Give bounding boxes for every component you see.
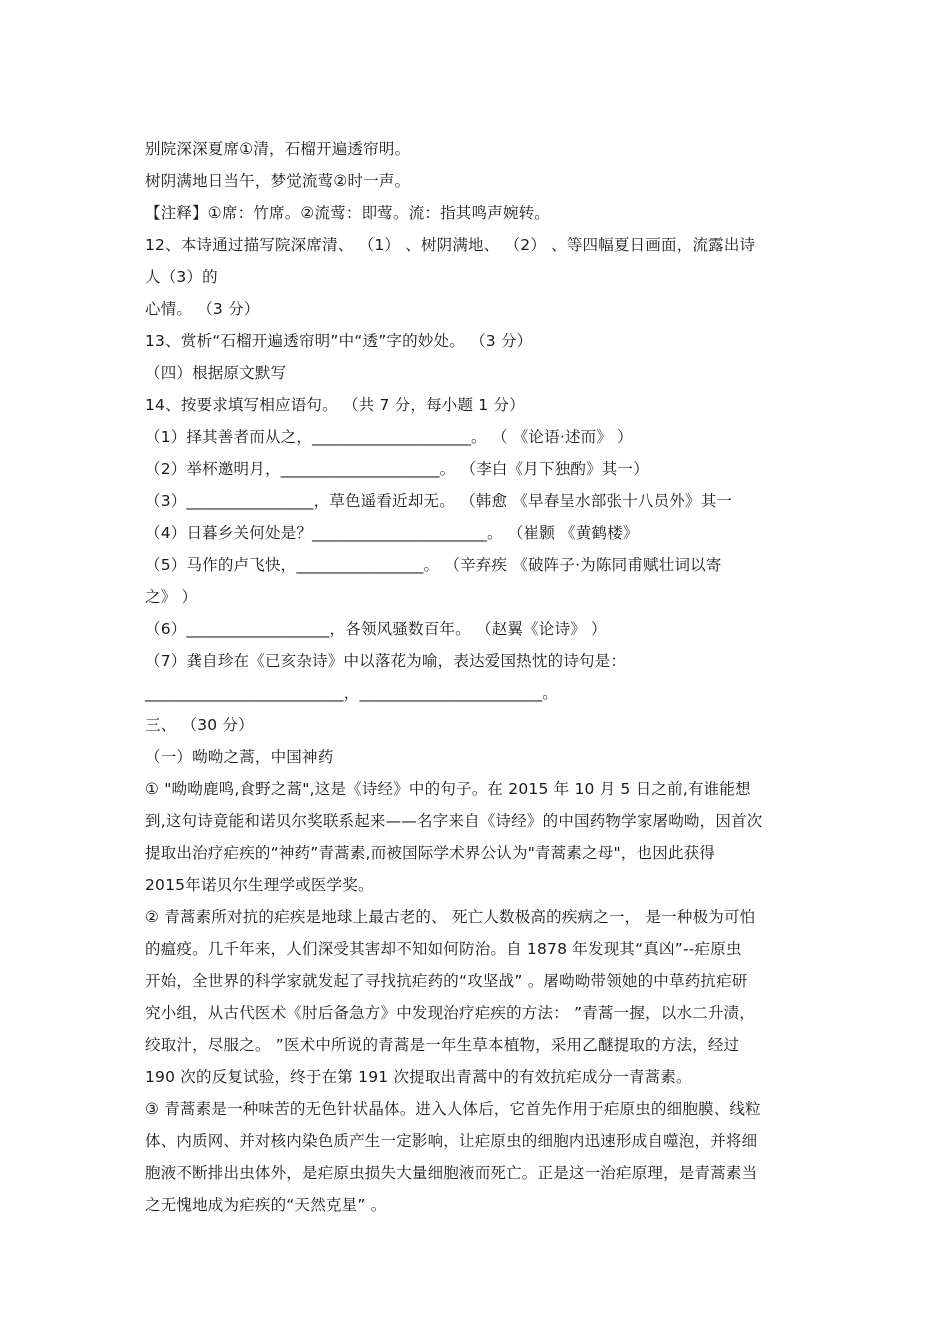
paragraph-3-line: 体、内质网、并对核内染色质产生一定影响，让疟原虫的细胞内迅速形成自噬泡，并将细 xyxy=(145,1132,758,1150)
part-3-subtitle: （一）呦呦之蒿，中国神药 xyxy=(145,748,334,766)
poem-line-2: 树阴满地日当午，梦觉流莺②时一声。 xyxy=(145,172,411,190)
question-12-line-3: 心情。 （3 分） xyxy=(145,300,260,318)
question-14-item: （6）__________________，各领风骚数百年。 （赵翼《论诗》 ） xyxy=(145,620,607,638)
paragraph-2-line: 的瘟疫。几千年来，人们深受其害却不知如何防治。自 1878 年发现其“真凶”--疟原虫 xyxy=(145,940,742,958)
paragraph-2-line: 190 次的反复试验，终于在第 191 次提取出青蒿中的有效抗疟成分一青蒿素。 xyxy=(145,1068,692,1086)
paragraph-2-line: 开始，全世界的科学家就发起了寻找抗疟药的“攻坚战” 。屠呦呦带领她的中草药抗疟研 xyxy=(145,972,748,990)
paragraph-1-line: 2015年诺贝尔生理学或医学奖。 xyxy=(145,876,374,894)
paragraph-2-line: 绞取汁，尽服之。 ”医术中所说的青蒿是一年生草本植物，采用乙醚提取的方法，经过 xyxy=(145,1036,740,1054)
paragraph-1-line: 提取出治疗疟疾的“神药”青蒿素,而被国际学术界公认为"青蒿素之母"，也因此获得 xyxy=(145,844,716,862)
question-14-item: （7）龚自珍在《已亥杂诗》中以落花为喻，表达爱国热忱的诗句是： xyxy=(145,652,627,670)
section-4-title: （四）根据原文默写 xyxy=(145,364,287,382)
question-14-answer-blanks: _________________________，_______________________。 xyxy=(145,684,558,702)
paragraph-2-line: ② 青蒿素所对抗的疟疾是地球上最古老的、 死亡人数极高的疾病之一， 是一种极为可怕 xyxy=(145,908,756,926)
poem-note: 【注释】①席：竹席。②流莺：即莺。流：指其鸣声婉转。 xyxy=(145,204,550,222)
question-14-title: 14、按要求填写相应语句。 （共 7 分，每小题 1 分） xyxy=(145,396,525,414)
part-3-title: 三、 （30 分） xyxy=(145,716,254,734)
question-12-line-1: 12、本诗通过描写院深席清、 （1） 、树阴满地、 （2） 、等四幅夏日画面，流露出诗 xyxy=(145,236,756,254)
paragraph-2-line: 究小组，从古代医术《肘后备急方》中发现治疗疟疾的方法： ”青蒿一握，以水二升渍， xyxy=(145,1004,755,1022)
question-14-item: （4）日暮乡关何处是？______________________。 （崔颢 《黄鹤楼》 xyxy=(145,524,639,542)
poem-line-1: 别院深深夏席①清，石榴开遍透帘明。 xyxy=(145,140,411,158)
paragraph-3-line: ③ 青蒿素是一种味苦的无色针状晶体。进入人体后，它首先作用于疟原虫的细胞膜、线粒 xyxy=(145,1100,761,1118)
question-14-item: 之》 ） xyxy=(145,588,198,606)
paragraph-3-line: 之无愧地成为疟疾的“天然克星” 。 xyxy=(145,1196,387,1214)
question-14-item: （5）马作的卢飞快，________________。 （辛弃疾 《破阵子·为陈同甫赋壮词以寄 xyxy=(145,556,722,574)
paragraph-3-line: 胞液不断排出虫体外，是疟原虫损失大量细胞液而死亡。正是这一治疟原理，是青蒿素当 xyxy=(145,1164,758,1182)
question-14-item: （3）________________，草色遥看近却无。 （韩愈 《早春呈水部张十八员外》其一 xyxy=(145,492,733,510)
paragraph-1-line: ① "呦呦鹿鸣,食野之蒿",这是《诗经》中的句子。在 2015 年 10 月 5 日之前,有谁能想 xyxy=(145,780,751,798)
question-14-item: （1）择其善者而从之，____________________。 （ 《论语·述而》 ） xyxy=(145,428,633,446)
question-13: 13、赏析“石榴开遍透帘明”中“透”字的妙处。 （3 分） xyxy=(145,332,533,350)
question-14-item: （2）举杯邀明月，____________________。 （李白《月下独酌》其一） xyxy=(145,460,649,478)
paragraph-1-line: 到,这句诗竟能和诺贝尔奖联系起来——名字来自《诗经》的中国药物学家屠呦呦，因首次 xyxy=(145,812,763,830)
question-12-line-2: 人（3）的 xyxy=(145,268,218,286)
